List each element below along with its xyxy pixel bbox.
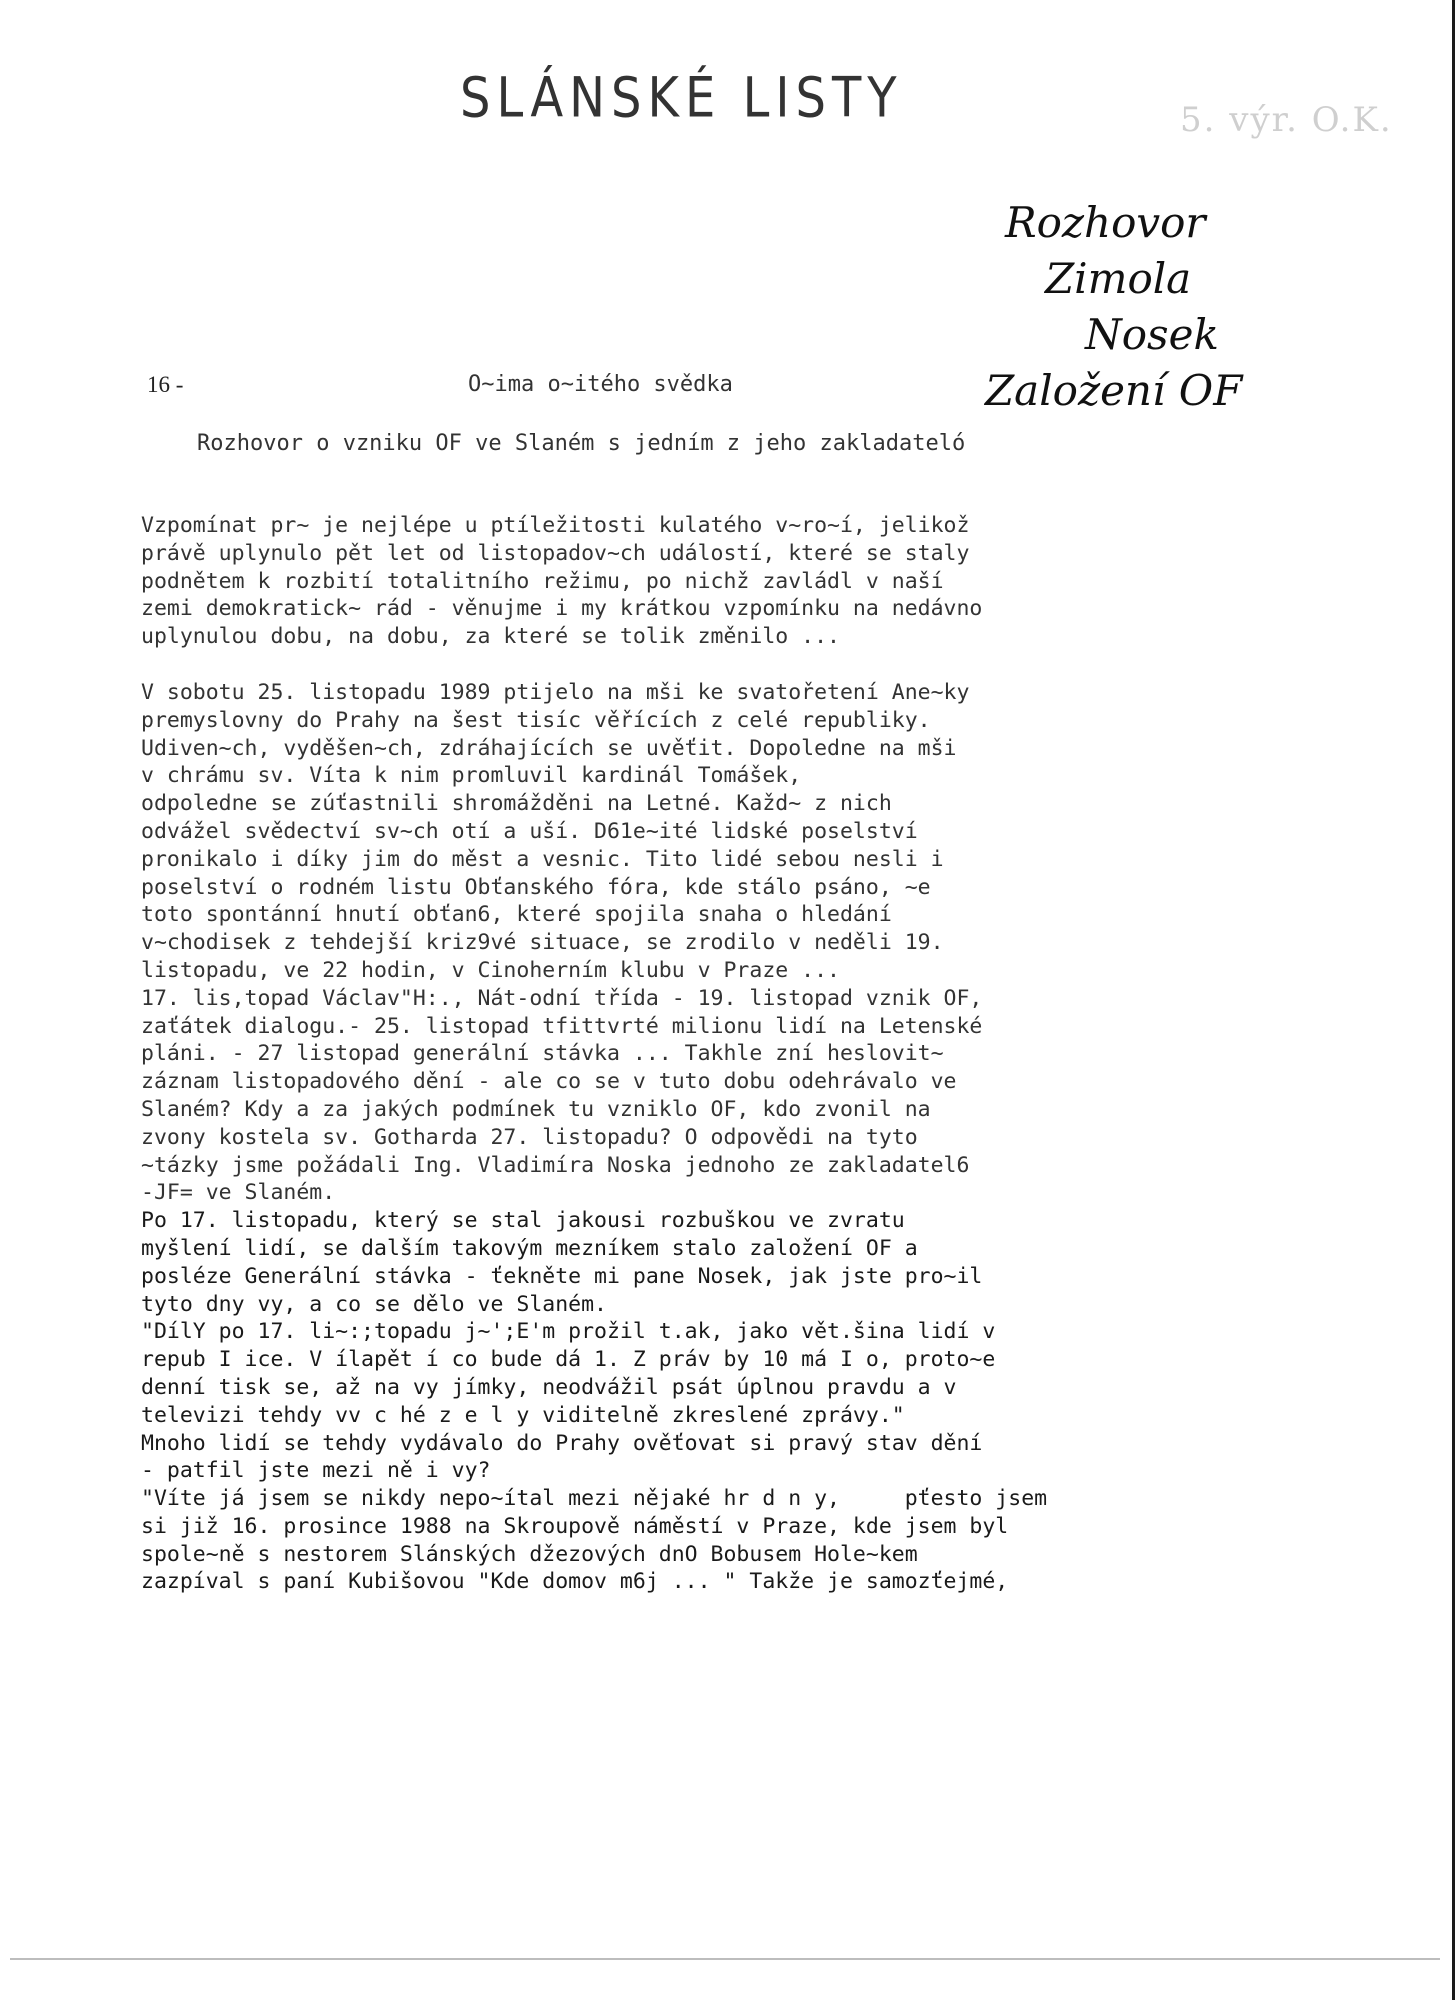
- article-body: [141, 512, 1341, 1596]
- pencil-note: 5. výr. O.K.: [1180, 100, 1393, 140]
- handwritten-line: Zimola: [1045, 254, 1192, 303]
- text-line: podnětem k rozbití totalitního režimu, po nichž zavládl v naší: [141, 568, 944, 594]
- text-line: V sobotu 25. listopadu 1989 ptijelo na mši ke svatořetení Ane~ky: [141, 679, 970, 705]
- text-line: repub I ice. V ílapět í co bude dá 1. Z práv by 10 má I o, proto~e: [141, 1347, 996, 1373]
- text-line: myšlení lidí, se dalším takovým mezníkem stalo založení OF a: [141, 1235, 918, 1261]
- text-line: premyslovny do Prahy na šest tisíc věřících z celé republiky.: [141, 707, 931, 733]
- text-line: - patfil jste mezi ně i vy?: [141, 1458, 491, 1484]
- text-line: právě uplynulo pět let od listopadov~ch událostí, které se staly: [141, 540, 970, 566]
- text-line: spole~ně s nestorem Slánských džezových dnO Bobusem Hole~kem: [141, 1541, 918, 1567]
- article-subtitle: Rozhovor o vzniku OF ve Slaném s jedním z jeho zakladateló: [197, 431, 966, 456]
- section-heading: O~ima o~itého svědka: [468, 372, 733, 397]
- handwritten-line: Založení OF: [985, 366, 1243, 415]
- text-line: listopadu, ve 22 hodin, v Cinoherním klubu v Praze ...: [141, 957, 840, 983]
- text-line: ~tázky jsme požádali Ing. Vladimíra Noska jednoho ze zakladatel6: [141, 1152, 970, 1178]
- text-line: zazpíval s paní Kubišovou "Kde domov m6j ... " Takže je samozťejmé,: [141, 1569, 1009, 1595]
- text-line: "Víte já jsem se nikdy nepo~ítal mezi nějaké hr d n y, pťesto jsem: [141, 1486, 1048, 1512]
- text-line: Mnoho lidí se tehdy vydávalo do Prahy ověťovat si pravý stav dění: [141, 1430, 983, 1456]
- intro-paragraph: [141, 512, 1341, 651]
- text-line: "DílY po 17. li~:;topadu j~';E'm prožil t.ak, jako vět.šina lidí v: [141, 1319, 996, 1345]
- handwritten-note: [975, 195, 1275, 419]
- handwritten-line: Rozhovor: [1005, 198, 1206, 247]
- text-line: Udiven~ch, vyděšen~ch, zdráhajících se uvěťit. Dopoledne na mši: [141, 735, 957, 761]
- text-line: Po 17. listopadu, který se stal jakousi rozbuškou ve zvratu: [141, 1208, 905, 1234]
- text-line: posléze Generální stávka - ťekněte mi pane Nosek, jak jste pro~il: [141, 1263, 983, 1289]
- text-line: v~chodisek z tehdejší kriz9vé situace, se zrodilo v neděli 19.: [141, 930, 944, 956]
- bottom-rule: [10, 1958, 1440, 1960]
- masthead: SLÁNSKÉ LISTY: [460, 65, 903, 131]
- text-line: pronikalo i díky jim do měst a vesnic. Tito lidé sebou nesli i: [141, 846, 944, 872]
- text-line: tyto dny vy, a co se dělo ve Slaném.: [141, 1291, 607, 1317]
- handwritten-line: Nosek: [1085, 310, 1219, 359]
- text-line: záznam listopadového dění - ale co se v tuto dobu odehrávalo ve: [141, 1069, 957, 1095]
- paragraph-gap: [141, 651, 1341, 679]
- text-line: zvony kostela sv. Gotharda 27. listopadu? O odpovědi na tyto: [141, 1124, 918, 1150]
- interview-section: [141, 1207, 1341, 1596]
- main-paragraph: [141, 679, 1341, 1207]
- text-line: toto spontánní hnutí obťan6, které spojila snaha o hledání: [141, 902, 892, 928]
- text-line: odpoledne se zúťastnili shromážděni na Letné. Každ~ z nich: [141, 791, 892, 817]
- text-line: v chrámu sv. Víta k nim promluvil kardinál Tomášek,: [141, 763, 802, 789]
- text-line: zemi demokratick~ rád - věnujme i my krátkou vzpomínku na nedávno: [141, 596, 983, 622]
- text-line: -JF= ve Slaném.: [141, 1180, 336, 1206]
- text-line: pláni. - 27 listopad generální stávka ... Takhle zní heslovit~: [141, 1041, 944, 1067]
- text-line: odvážel svědectví sv~ch otí a uší. D61e~ité lidské poselství: [141, 818, 918, 844]
- text-line: uplynulou dobu, na dobu, za které se tolik změnilo ...: [141, 624, 840, 650]
- text-line: 17. lis,topad Václav"H:., Nát-odní třída - 19. listopad vznik OF,: [141, 985, 983, 1011]
- text-line: televizi tehdy vv c hé z e l y viditelně zkreslené zprávy.": [141, 1402, 905, 1428]
- text-line: denní tisk se, až na vy jímky, neodvážil psát úplnou pravdu a v: [141, 1374, 957, 1400]
- text-line: Vzpomínat pr~ je nejlépe u ptíležitosti kulatého v~ro~í, jelikož: [141, 513, 970, 538]
- text-line: Slaném? Kdy a za jakých podmínek tu vzniklo OF, kdo zvonil na: [141, 1096, 931, 1122]
- text-line: si již 16. prosince 1988 na Skroupově náměstí v Praze, kde jsem byl: [141, 1513, 1009, 1539]
- page-number: 16 -: [147, 372, 184, 397]
- text-line: poselství o rodném listu Obťanského fóra, kde stálo psáno, ~e: [141, 874, 931, 900]
- text-line: zaťátek dialogu.- 25. listopad tfittvrté milionu lidí na Letenské: [141, 1013, 983, 1039]
